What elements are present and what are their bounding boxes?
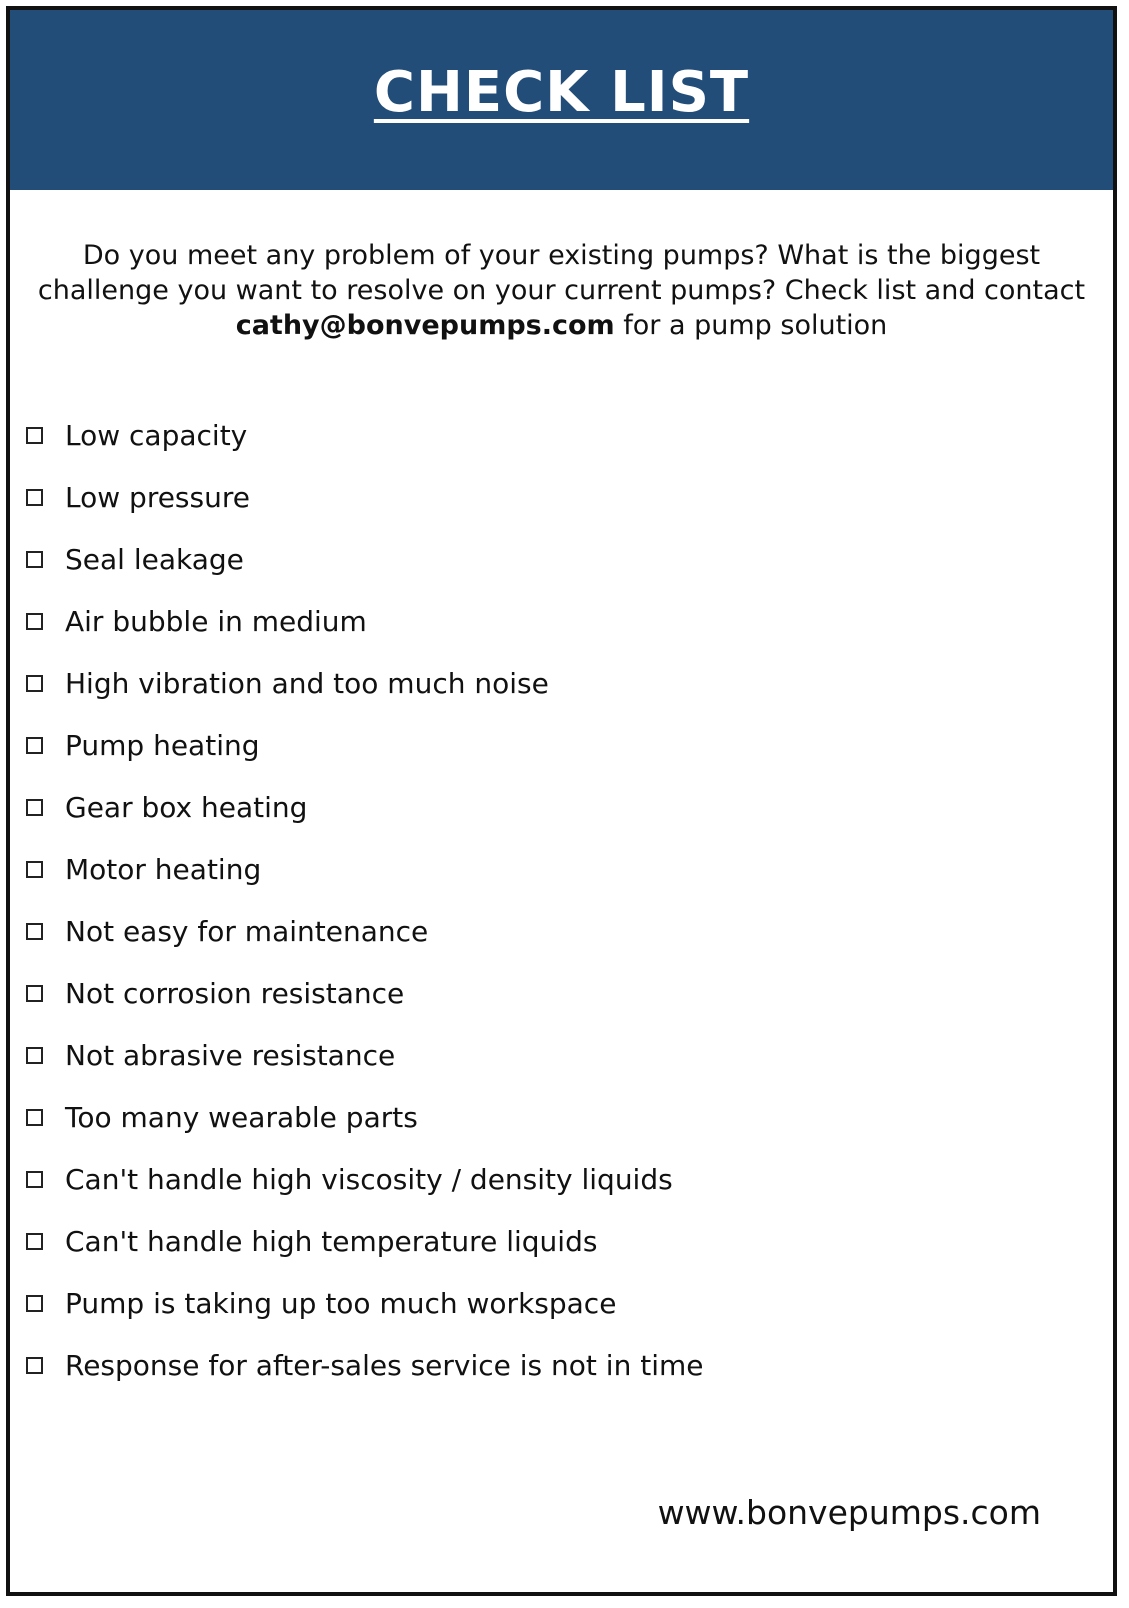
checkbox-icon[interactable] <box>26 489 43 506</box>
checklist-item-abrasive <box>26 1024 703 1086</box>
checklist-item-viscosity <box>26 1148 703 1210</box>
checklist-item-label: Pump is taking up too much workspace <box>65 1286 617 1320</box>
checklist-item-label: High vibration and too much noise <box>65 666 549 700</box>
checkbox-icon[interactable] <box>26 861 43 878</box>
checklist-item-label: Not easy for maintenance <box>65 914 429 948</box>
website-url[interactable]: www.bonvepumps.com <box>657 1493 1041 1532</box>
checklist-item-low-pressure <box>26 466 703 528</box>
checklist-item-maintenance <box>26 900 703 962</box>
intro-line-3 <box>22 308 1101 343</box>
page-frame <box>6 6 1117 1596</box>
checkbox-icon[interactable] <box>26 1171 43 1188</box>
checkbox-icon[interactable] <box>26 675 43 692</box>
checklist-item-label: Not corrosion resistance <box>65 976 405 1010</box>
checkbox-icon[interactable] <box>26 1357 43 1374</box>
checklist-item-label: Low capacity <box>65 418 248 452</box>
checklist-item-wearable-parts <box>26 1086 703 1148</box>
checklist-item-label: Low pressure <box>65 480 250 514</box>
checklist-item-pump-heating <box>26 714 703 776</box>
problem-checklist <box>26 404 703 1396</box>
intro-line-2: challenge you want to resolve on your current pumps? Check list and contact <box>37 275 1086 306</box>
checkbox-icon[interactable] <box>26 799 43 816</box>
contact-email[interactable]: cathy@bonvepumps.com <box>235 310 615 341</box>
checklist-item-workspace <box>26 1272 703 1334</box>
checklist-item-label: Air bubble in medium <box>65 604 367 638</box>
checkbox-icon[interactable] <box>26 427 43 444</box>
checklist-item-label: Pump heating <box>65 728 260 762</box>
checkbox-icon[interactable] <box>26 1233 43 1250</box>
checkbox-icon[interactable] <box>26 1295 43 1312</box>
checkbox-icon[interactable] <box>26 551 43 568</box>
checklist-item-low-capacity <box>26 404 703 466</box>
checklist-item-high-vibration <box>26 652 703 714</box>
checklist-item-label: Too many wearable parts <box>65 1100 418 1134</box>
checklist-item-motor-heating <box>26 838 703 900</box>
checkbox-icon[interactable] <box>26 737 43 754</box>
checklist-item-seal-leakage <box>26 528 703 590</box>
checklist-item-label: Response for after-sales service is not in time <box>65 1348 704 1382</box>
checklist-item-label: Can't handle high temperature liquids <box>65 1224 598 1258</box>
header-banner <box>10 10 1113 190</box>
intro-line-1: Do you meet any problem of your existing pumps? What is the biggest <box>82 240 1041 271</box>
checklist-item-label: Can't handle high viscosity / density liquids <box>65 1162 673 1196</box>
checkbox-icon[interactable] <box>26 985 43 1002</box>
checklist-item-label: Motor heating <box>65 852 262 886</box>
checkbox-icon[interactable] <box>26 1047 43 1064</box>
checkbox-icon[interactable] <box>26 923 43 940</box>
checklist-item-temperature <box>26 1210 703 1272</box>
intro-text <box>22 238 1101 343</box>
checklist-item-label: Not abrasive resistance <box>65 1038 396 1072</box>
checklist-item-air-bubble <box>26 590 703 652</box>
checklist-item-corrosion <box>26 962 703 1024</box>
checkbox-icon[interactable] <box>26 613 43 630</box>
checklist-item-gear-box-heating <box>26 776 703 838</box>
page-title: CHECK LIST <box>373 59 750 125</box>
checkbox-icon[interactable] <box>26 1109 43 1126</box>
checklist-item-after-sales <box>26 1334 703 1396</box>
intro-line-3-suffix: for a pump solution <box>614 310 888 341</box>
checklist-item-label: Gear box heating <box>65 790 308 824</box>
checklist-item-label: Seal leakage <box>65 542 244 576</box>
